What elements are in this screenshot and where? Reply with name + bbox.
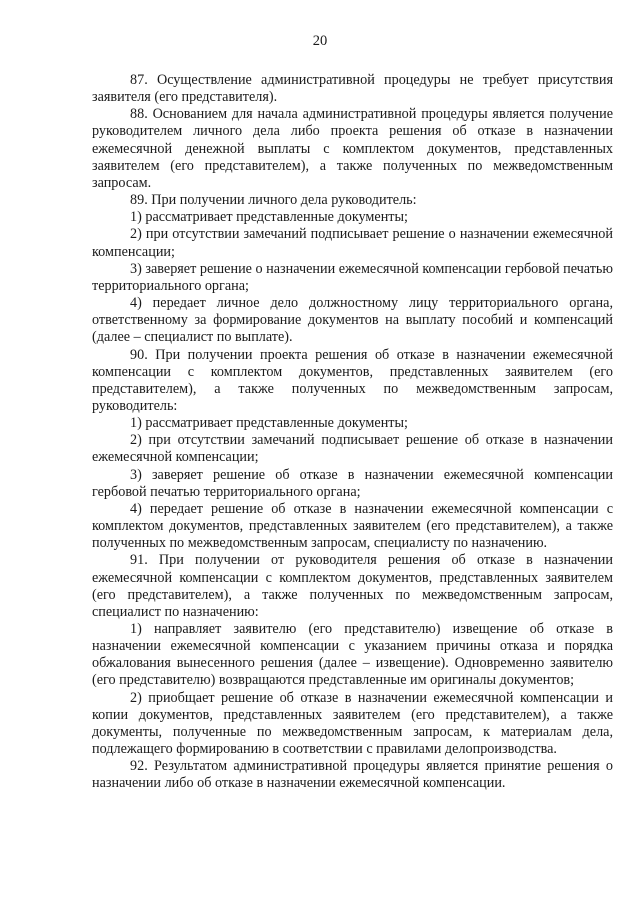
- paragraph-90-item-4: 4) передает решение об отказе в назначении ежемесячной компенсации с комплектом документов, представленных заявителем (его представителем), а также полученных по межведомственным запросам, специалисту по назначению.: [92, 500, 613, 552]
- paragraph-89-item-1: 1) рассматривает представленные документы;: [130, 209, 408, 226]
- paragraph-90-item-2: 2) при отсутствии замечаний подписывает решение об отказе в назначении ежемесячной компенсации;: [92, 432, 613, 466]
- paragraph-90: 90. При получении проекта решения об отказе в назначении ежемесячной компенсации с комплектом документов, представленных заявителем (его представителем), а также полученных по межведомственным запросам, руководитель:: [92, 346, 613, 414]
- paragraph-89-item-3: 3) заверяет решение о назначении ежемесячной компенсации гербовой печатью территориального органа;: [92, 260, 613, 294]
- paragraph-90-item-1: 1) рассматривает представленные документы;: [130, 415, 408, 432]
- page-number: 20: [312, 33, 328, 49]
- paragraph-91: 91. При получении от руководителя решения об отказе в назначении ежемесячной компенсации с комплектом документов, представленных заявителем (его представителем), а также полученных по межведомственным запросам, специалист по назначению:: [92, 552, 613, 620]
- paragraph-92: 92. Результатом административной процедуры является принятие решения о назначении либо об отказе в назначении ежемесячной компенсации.: [92, 758, 613, 792]
- paragraph-91-item-2: 2) приобщает решение об отказе в назначении ежемесячной компенсации и копии документов, представленных заявителем (его представителем), а также документы, полученные по межведомственным запросам, к материалам дела, подлежащего формированию в соответствии с правилами делопроизводства.: [92, 689, 613, 758]
- paragraph-91-item-1: 1) направляет заявителю (его представителю) извещение об отказе в назначении ежемесячной компенсации с указанием причины отказа и порядка обжалования вынесенного решения (далее – извещение). Одновременно заявителю (его представителю) возвращаются представленные им оригиналы документов;: [92, 621, 613, 689]
- paragraph-89-item-4: 4) передает личное дело должностному лицу территориального органа, ответственному за формирование документов на выплату пособий и компенсаций (далее – специалист по выплате).: [92, 295, 613, 346]
- document-body: [92, 72, 613, 793]
- paragraph-89: 89. При получении личного дела руководитель:: [130, 192, 417, 209]
- paragraph-88: 88. Основанием для начала административной процедуры является получение руководителем личного дела либо проекта решения об отказе в назначении ежемесячной денежной выплаты с комплектом документов, представленных заявителем (его представителем), а также полученных по межведомственным запросам.: [92, 106, 613, 191]
- paragraph-87: 87. Осуществление административной процедуры не требует присутствия заявителя (его представителя).: [92, 72, 613, 106]
- paragraph-90-item-3: 3) заверяет решение об отказе в назначении ежемесячной компенсации гербовой печатью территориального органа;: [92, 466, 613, 500]
- paragraph-89-item-2: 2) при отсутствии замечаний подписывает решение о назначении ежемесячной компенсации;: [92, 226, 613, 260]
